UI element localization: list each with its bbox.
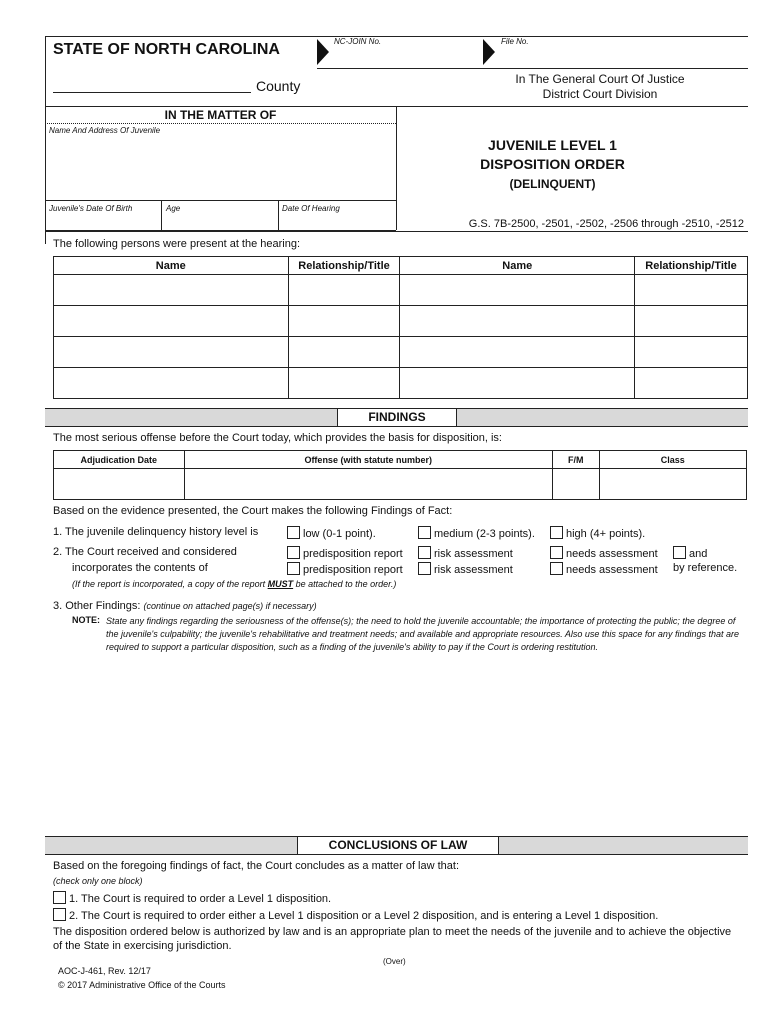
checkbox[interactable]	[418, 546, 431, 559]
file-line	[317, 68, 748, 69]
over-label: (Over)	[383, 957, 406, 966]
table-row	[54, 337, 748, 368]
findings-title: FINDINGS	[337, 408, 457, 427]
nc-join-label: NC-JOIN No.	[334, 37, 382, 46]
note-text: State any findings regarding the seriousness of the offense(s); the need to hold the juvenile accountable; the importance of protecting the public; the degree of the juvenile's culpability; the juvenile's rehabilitative and treatment needs; and available and appropriate resources. Also use this space for any findings that are required to support a particular disposition, such as a finding of the juvenile's ability to pay if the Court is ordering restitution.	[106, 616, 739, 652]
col-name: Name	[400, 257, 635, 275]
arrow-icon	[483, 39, 495, 65]
conclusions-closing: The disposition ordered below is authorized by law and is an appropriate plan to meet the needs of the juvenile and to achieve the objective of the State in exercising jurisdiction.	[53, 926, 732, 952]
col-fm: F/M	[552, 451, 599, 469]
state-title: STATE OF NORTH CAROLINA	[53, 41, 280, 58]
col-offense: Offense (with statute number)	[184, 451, 552, 469]
county-label: County	[256, 78, 301, 94]
checkbox[interactable]	[550, 546, 563, 559]
form-number: AOC-J-461, Rev. 12/17	[58, 966, 151, 976]
form-title-line3: (DELINQUENT)	[509, 177, 596, 191]
facts-intro: Based on the evidence presented, the Court makes the following Findings of Fact:	[53, 505, 453, 517]
county-input[interactable]	[53, 92, 251, 93]
col-relationship: Relationship/Title	[288, 257, 400, 275]
conclusion-option-1: 1. The Court is required to order a Level 1 disposition.	[53, 891, 331, 905]
item2-note: (If the report is incorporated, a copy of the report MUST be attached to the order.)	[72, 579, 397, 589]
history-low: low (0-1 point).	[287, 526, 376, 540]
hearing-date-label: Date Of Hearing	[282, 204, 340, 213]
col-class: Class	[599, 451, 746, 469]
top-border	[45, 36, 748, 37]
incorporates-needs: needs assessment	[550, 562, 658, 576]
form-title-line1: JUVENILE LEVEL 1	[488, 137, 617, 153]
col-name: Name	[54, 257, 289, 275]
checkbox[interactable]	[287, 526, 300, 539]
checkbox[interactable]	[418, 562, 431, 575]
offense-table	[53, 450, 747, 500]
and-option: and	[673, 546, 707, 560]
received-needs: needs assessment	[550, 546, 658, 560]
received-risk: risk assessment	[418, 546, 513, 560]
item2-line1: 2. The Court received and considered	[53, 546, 237, 558]
note-label: NOTE:	[72, 615, 100, 625]
arrow-icon	[317, 39, 329, 65]
court-line1: In The General Court Of Justice	[515, 72, 685, 86]
received-predisposition: predisposition report	[287, 546, 403, 560]
matter-title: IN THE MATTER OF	[164, 108, 277, 122]
checkbox[interactable]	[287, 546, 300, 559]
item3-label: 3. Other Findings: (continue on attached page(s) if necessary)	[53, 600, 317, 612]
offense-intro: The most serious offense before the Court today, which provides the basis for disposition, is:	[53, 432, 502, 444]
statute-ref: G.S. 7B-2500, -2501, -2502, -2506 through -2510, -2512	[468, 218, 744, 230]
table-row	[54, 275, 748, 306]
persons-intro: The following persons were present at the hearing:	[53, 238, 301, 250]
by-reference-text: by reference.	[673, 562, 738, 574]
col-adjudication-date: Adjudication Date	[54, 451, 185, 469]
item1-label: 1. The juvenile delinquency history level is	[53, 526, 259, 538]
court-line2: District Court Division	[542, 87, 658, 101]
history-medium: medium (2-3 points).	[418, 526, 535, 540]
conclusions-intro: Based on the foregoing findings of fact, the Court concludes as a matter of law that:	[53, 860, 460, 872]
col-relationship: Relationship/Title	[635, 257, 748, 275]
checkbox[interactable]	[673, 546, 686, 559]
checkbox[interactable]	[53, 908, 66, 921]
checkbox[interactable]	[287, 562, 300, 575]
conclusions-hint: (check only one block)	[53, 876, 143, 886]
persons-table	[53, 256, 748, 399]
conclusion-option-2: 2. The Court is required to order either a Level 1 disposition or a Level 2 disposition, and is entering a Level 1 disposition.	[53, 908, 658, 922]
history-high: high (4+ points).	[550, 526, 645, 540]
table-row	[54, 368, 748, 399]
findings-bar	[45, 408, 748, 427]
conclusions-title: CONCLUSIONS OF LAW	[297, 836, 499, 855]
other-findings-field[interactable]	[53, 672, 743, 832]
checkbox[interactable]	[550, 526, 563, 539]
file-no-label: File No.	[501, 37, 529, 46]
form-title-line2: DISPOSITION ORDER	[480, 156, 625, 172]
name-address-field[interactable]	[46, 137, 395, 199]
copyright: © 2017 Administrative Office of the Courts	[58, 980, 226, 990]
name-address-label: Name And Address Of Juvenile	[49, 126, 161, 135]
checkbox[interactable]	[550, 562, 563, 575]
table-row	[54, 469, 747, 500]
incorporates-predisposition: predisposition report	[287, 562, 403, 576]
incorporates-risk: risk assessment	[418, 562, 513, 576]
item2-line2: incorporates the contents of	[72, 562, 208, 574]
checkbox[interactable]	[418, 526, 431, 539]
table-row	[54, 306, 748, 337]
dob-label: Juvenile's Date Of Birth	[49, 204, 133, 213]
conclusions-bar	[45, 836, 748, 855]
age-label: Age	[166, 204, 181, 213]
checkbox[interactable]	[53, 891, 66, 904]
